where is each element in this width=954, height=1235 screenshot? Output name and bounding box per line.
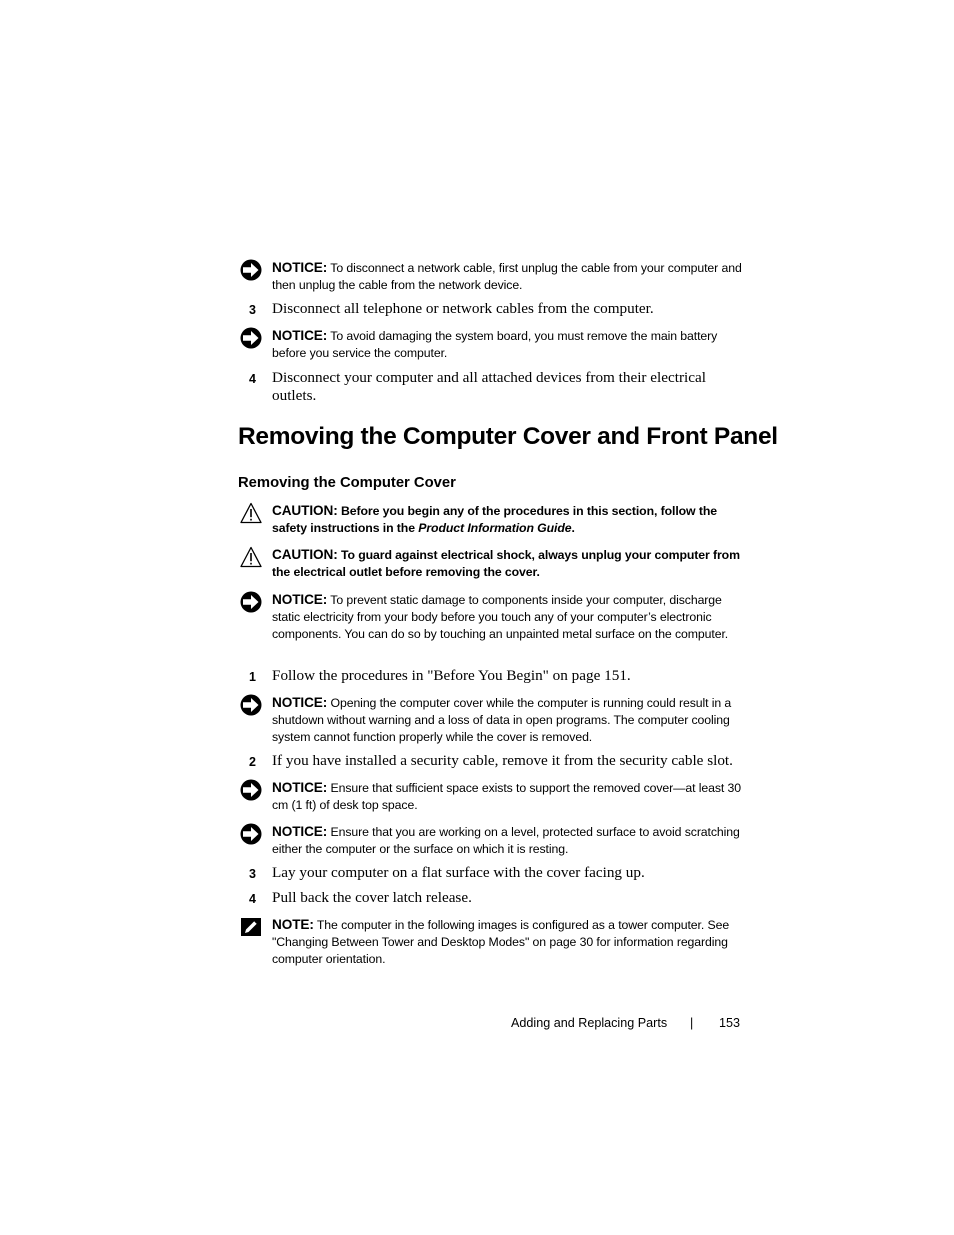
- notice-label: NOTICE:: [272, 695, 328, 710]
- notice-text: To disconnect a network cable, first unplug the cable from your computer and then unplug the cable from the network device.: [272, 261, 742, 292]
- notice-level-surface: [238, 823, 743, 858]
- footer-page-number: 153: [719, 1016, 741, 1030]
- notice-icon: [240, 779, 262, 801]
- step-4-cover-latch: [238, 889, 743, 907]
- step-text: Lay your computer on a flat surface with the cover facing up.: [272, 864, 645, 881]
- notice-text: To prevent static damage to components inside your computer, discharge static electricity from your body before you touch any of your computer’s electronic components. You can do so by touching an unpainted metal surface on the computer.: [272, 593, 729, 641]
- notice-text: To avoid damaging the system board, you must remove the main battery before you service the computer.: [272, 329, 718, 360]
- note-text: The computer in the following images is configured as a tower computer. See "Changing Between Tower and Desktop Modes" on page 30 for information regarding computer orientation.: [272, 918, 730, 966]
- step-number: 1: [249, 670, 256, 684]
- notice-network-cable: [238, 259, 743, 294]
- step-text: Follow the procedures in "Before You Begin" on page 151.: [272, 667, 631, 684]
- note-pencil-icon: [240, 916, 262, 938]
- notice-text: Ensure that sufficient space exists to support the removed cover—at least 30 cm (1 ft) of desk top space.: [272, 781, 741, 812]
- caution-text-end: .: [571, 521, 575, 535]
- caution-label: CAUTION:: [272, 503, 338, 518]
- subsection-title: Removing the Computer Cover: [238, 475, 456, 491]
- notice-icon: [240, 327, 262, 349]
- step-number: 3: [249, 867, 256, 881]
- caution-text: To guard against electrical shock, always unplug your computer from the electrical outlet before removing the cover.: [272, 548, 740, 579]
- notice-static-damage: [238, 591, 743, 643]
- caution-label: CAUTION:: [272, 547, 338, 562]
- caution-safety-instructions: [238, 502, 743, 537]
- step-number: 4: [249, 892, 256, 906]
- notice-label: NOTICE:: [272, 592, 328, 607]
- step-number: 3: [249, 303, 256, 317]
- caution-electrical-shock: [238, 546, 743, 581]
- step-text: If you have installed a security cable, remove it from the security cable slot.: [272, 752, 733, 769]
- notice-main-battery: [238, 327, 743, 362]
- section-title: Removing the Computer Cover and Front Panel: [238, 423, 778, 450]
- note-tower-configuration: [238, 916, 743, 968]
- notice-desk-space: [238, 779, 743, 814]
- footer-chapter: Adding and Replacing Parts: [511, 1016, 668, 1030]
- footer-separator: |: [690, 1016, 694, 1030]
- step-text: Disconnect your computer and all attached devices from their electrical outlets.: [272, 369, 706, 404]
- note-label: NOTE:: [272, 917, 314, 932]
- notice-icon: [240, 259, 262, 281]
- notice-cover-open-running: [238, 694, 743, 746]
- notice-label: NOTICE:: [272, 824, 328, 839]
- step-1-follow-procedures: [238, 667, 743, 685]
- step-text: Pull back the cover latch release.: [272, 889, 472, 906]
- notice-icon: [240, 694, 262, 716]
- step-4-disconnect-devices: [238, 369, 743, 405]
- step-3-disconnect-cables: [238, 300, 743, 318]
- step-3-lay-flat: [238, 864, 743, 882]
- step-text: Disconnect all telephone or network cables from the computer.: [272, 300, 654, 317]
- step-number: 2: [249, 755, 256, 769]
- notice-label: NOTICE:: [272, 260, 328, 275]
- notice-icon: [240, 591, 262, 613]
- step-number: 4: [249, 372, 256, 386]
- notice-text: Opening the computer cover while the computer is running could result in a shutdown without warning and a loss of data in open programs. The computer cooling system cannot function properly while the cover is removed.: [272, 696, 732, 744]
- caution-icon: [240, 502, 262, 524]
- caution-text: Before you begin any of the procedures in this section, follow the safety instructions in the: [272, 504, 717, 535]
- notice-text: Ensure that you are working on a level, protected surface to avoid scratching either the computer or the surface on which it is resting.: [272, 825, 740, 856]
- notice-label: NOTICE:: [272, 780, 328, 795]
- caution-guide-title: Product Information Guide: [418, 521, 572, 535]
- notice-icon: [240, 823, 262, 845]
- step-2-security-cable: [238, 752, 743, 770]
- notice-label: NOTICE:: [272, 328, 328, 343]
- caution-icon: [240, 546, 262, 568]
